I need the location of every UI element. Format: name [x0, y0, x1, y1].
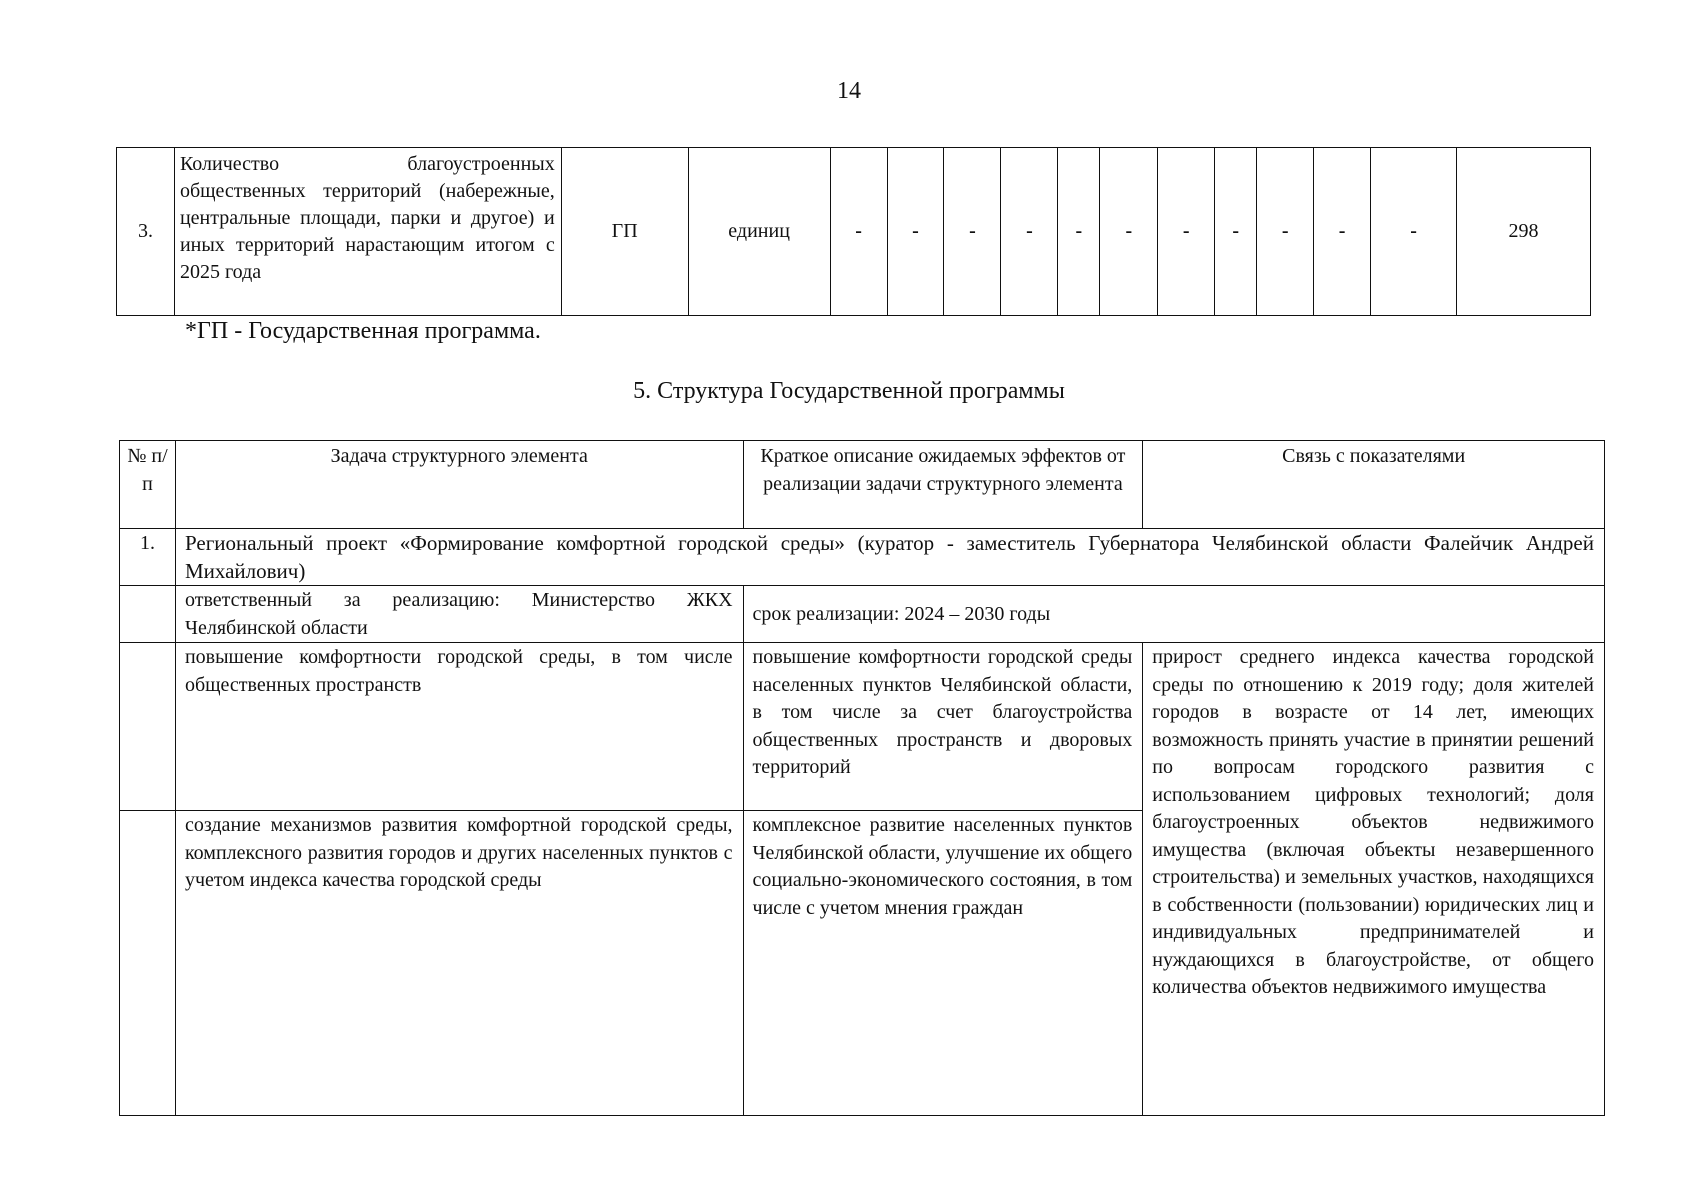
indicator-value: -: [944, 148, 1001, 316]
header-link: Связь с показателями: [1143, 441, 1605, 529]
indicator-value: -: [1158, 148, 1215, 316]
indicator-final-value: 298: [1457, 148, 1591, 316]
indicator-value: -: [1314, 148, 1371, 316]
indicator-value: -: [1371, 148, 1457, 316]
indicator-value: -: [1058, 148, 1100, 316]
empty-cell: [120, 643, 176, 811]
term-text: срок реализации: 2024 – 2030 годы: [743, 586, 1604, 643]
task-row: [120, 643, 1605, 811]
task-text: создание механизмов развития комфортной городской среды, комплексного развития городов и других населенных пунктов с учетом индекса качества городской среды: [175, 811, 743, 1116]
indicator-value: -: [887, 148, 944, 316]
indicator-name: Количество благоустроенных общественных территорий (набережные, центральные площади, парки и другое) и иных территорий нарастающим итогом с 2025 года: [174, 148, 561, 316]
effect-text: повышение комфортности городской среды населенных пунктов Челябинской области, в том числе за счет благоустройства общественных пространств и дворовых территорий: [743, 643, 1143, 811]
empty-cell: [120, 586, 176, 643]
indicator-value: -: [1001, 148, 1058, 316]
empty-cell: [120, 811, 176, 1116]
indicator-value: -: [1100, 148, 1158, 316]
indicator-number: 3.: [117, 148, 175, 316]
structure-table: [119, 440, 1605, 1116]
header-task: Задача структурного элемента: [175, 441, 743, 529]
task-text: повышение комфортности городской среды, в том числе общественных пространств: [175, 643, 743, 811]
page-number: 14: [837, 78, 861, 104]
responsible-text: ответственный за реализацию: Министерство ЖКХ Челябинской области: [175, 586, 743, 643]
indicator-unit: единиц: [688, 148, 830, 316]
indicator-row: [117, 148, 1591, 316]
header-row: [120, 441, 1605, 529]
header-effects: Краткое описание ожидаемых эффектов от реализации задачи структурного элемента: [743, 441, 1143, 529]
project-row: [120, 529, 1605, 586]
indicator-level: ГП: [561, 148, 688, 316]
footnote: *ГП - Государственная программа.: [185, 318, 541, 344]
header-number: № п/п: [120, 441, 176, 529]
section-title: 5. Структура Государственной программы: [633, 378, 1065, 404]
responsible-row: [120, 586, 1605, 643]
indicator-table: [116, 147, 1591, 316]
effect-text: комплексное развитие населенных пунктов Челябинской области, улучшение их общего социально-экономического состояния, в том числе с учетом мнения граждан: [743, 811, 1143, 1116]
indicator-value: -: [1215, 148, 1257, 316]
project-number: 1.: [120, 529, 176, 586]
indicator-value: -: [830, 148, 887, 316]
indicator-value: -: [1257, 148, 1314, 316]
indicators-link-text: прирост среднего индекса качества городской среды по отношению к 2019 году; доля жителей городов в возрасте от 14 лет, имеющих возможность принять участие в принятии решений по вопросам городского развития с использованием цифровых технологий; доля благоустроенных объектов недвижимого имущества (включая объекты незавершенного строительства) и земельных участков, находящихся в собственности (пользовании) юридических лиц и индивидуальных предпринимателей и нуждающихся в благоустройстве, от общего количества объектов недвижимого имущества: [1143, 643, 1605, 1116]
project-title: Региональный проект «Формирование комфортной городской среды» (куратор - заместитель Губернатора Челябинской области Фалейчик Андрей Михайлович): [175, 529, 1604, 586]
